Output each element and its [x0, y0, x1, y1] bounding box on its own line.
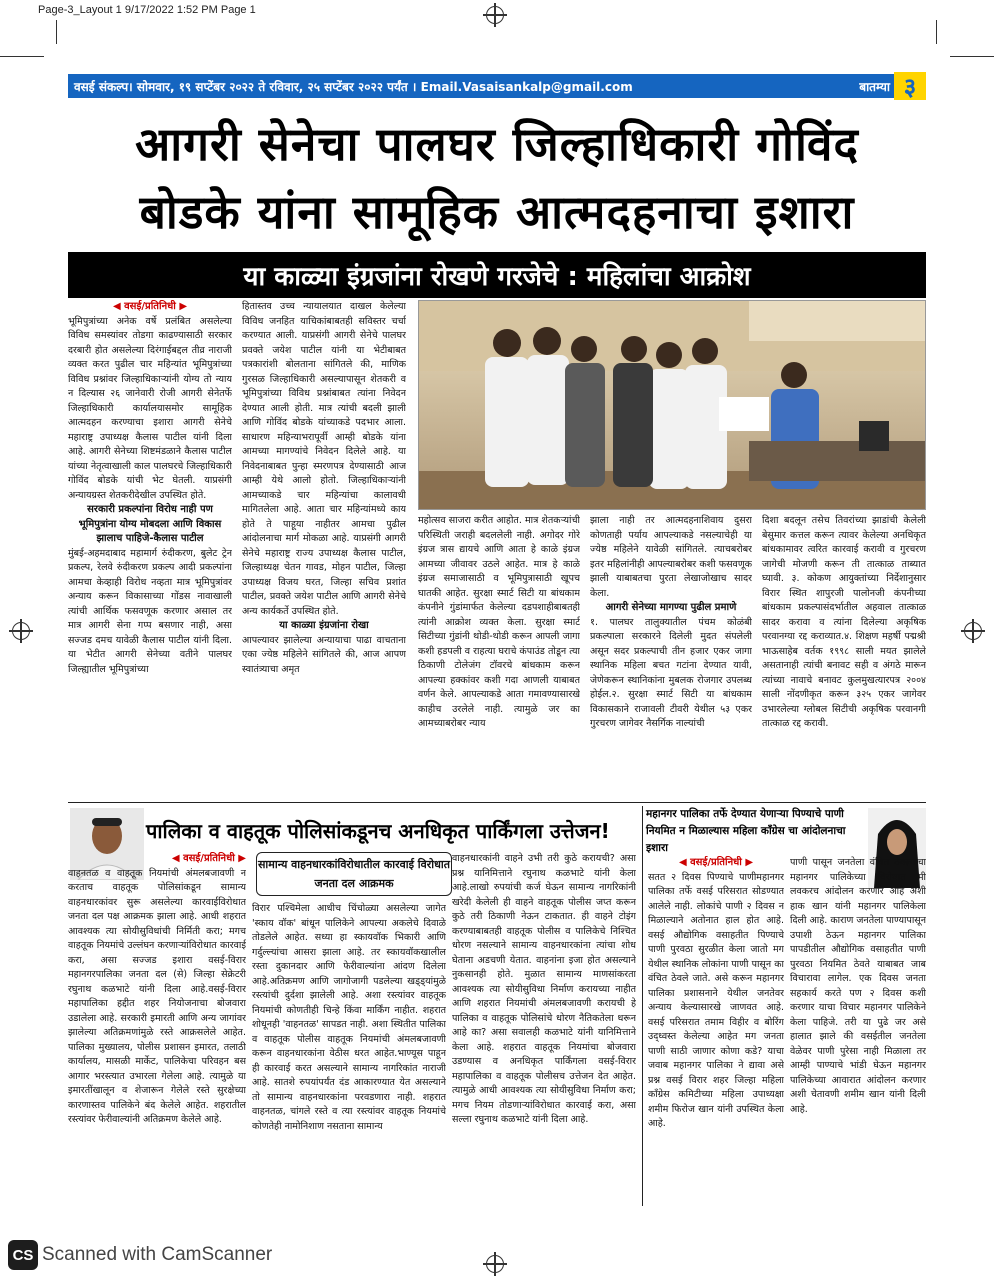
paragraph: आपल्यावर झालेल्या अन्यायाचा पाढा वाचताना एका ज्येष्ठ महिलेने सांगितले की, आज आपण स्वातंत्र्याचा अमृत — [242, 634, 406, 675]
paragraph: वाहनधारकांनी वाहने उभी तरी कुठे करायची? असा प्रश्न यानिमित्ताने रघुनाथ कळभाटे यांनी केला आहे.लाखो रुपयांची कर्ज घेऊन सामान्य नागरिकांनी खरेदी केलेली ही वाहने वाहतूक पोलीस जप्त करून कुठे तरी ठिकाणी नेऊन टाकतात. ही वाहने टोइंग करण्याबाबतही वाहतूक पोलीस व पालिकेचे निश्चित धोरण नसल्याने सामान्य वाहनधारकांना त्यांचा शोध घेताना अडचणी येतात. वाहनांना इजा होत असल्याने नुकसानही होते. मुळात सामान्य माणसांकरता आवश्यक त्या सोयीसुविधा निर्माण करायच्या नाहीत आणि शहरात नियमांची अंमलबजावणी करायची हे पालिका व वाहतूक पोलिसांचे धोरण नैतिकतेला धरून आहे का? असा सवालही कळभाटे यांनी यानिमित्ताने केला आहे. शहरात वाहतूक नियमांचा बोजवारा उडण्यास व अनधिकृत पार्किंगला वसई-विरार महापालिका व वाहतूक पोलीसच उत्तेजन देत आहेत. त्यामुळे आधी आवश्यक त्या सोयीसुविधा निर्माण करा; मगच नियम तोडणाऱ्यांविरोधात कारवाई करा, असा सल्ला रघुनाथ कळभाटे यांनी दिला आहे. — [452, 853, 636, 1125]
paragraph: सतत २ दिवस पिण्याचे पाणीमहानगर पालिका तर्फे वसई परिसरात सोडण्यात आलेले नाही. लोकांचे पाणी २ दिवस न मिळाल्याने अतोनात हाल होत आहे. वसई औद्योगिक वसाहतीत पिण्याचे पाणी पुरवठा सुरळीत केला जातो मग येथील स्थानिक लोकांना पाणी पासून का वंचित ठेवले जाते. असे करून महानगर पालिका प्रशासनाने येथील जनतेवर अन्याय केल्यासारखे जाणवत आहे. वसई परिसरात तमाम विहीर व बोरिंग उद्ध्वस्त केलेल्या आहेत मग जनता पाणी साठी जाणार कोणा कडे? याचा जवाब महानगर पालिका ने द्यावा असे प्रश्न वसई विरार शहर जिल्हा महिला काँग्रेस कमिटीच्या महिला उपाध्यक्षा शमीम फिरोज खान यांनी उपस्थित केला आहे. — [648, 871, 784, 1129]
column-subhead: सरकारी प्रकल्पांना विरोध नाही पण भूमिपुत्रांना योग्य मोबदला आणि विकास झालाच पाहिजे-कैलास पाटील — [78, 504, 222, 544]
byline-text: वसई/प्रतिनिधी — [183, 853, 235, 864]
headline-line1: आगरी सेनेचा पालघर जिल्हाधिकारी गोविंद — [135, 117, 859, 171]
file-stamp: Page-3_Layout 1 9/17/2022 1:52 PM Page 1 — [38, 4, 256, 16]
crop-mark — [936, 20, 937, 44]
watermark-text: Scanned with CamScanner — [42, 1244, 273, 1265]
paragraph: हितास्तव उच्च न्यायालयात दाखल केलेल्या विविध जनहित याचिकांबाबतही सविस्तर चर्चा करण्यात आली. याप्रसंगी आगरी सेनेचे पालघर प्रवक्ते जयेश पाटील यांनी या भेटीबाबत पत्रकारांशी बोलताना सांगितले की, माणिक गुरसळ जिल्हाधिकारी असल्यापासून शेतकरी व भूमिपुत्रांच्या विविध प्रश्नांबाबत त्यांना निवेदन देण्यात आली होती. मात्र त्यांची बदली झाली आणि गोविंद बोडके यांच्याकडे पदभार आला. साधारण महिन्याभरापूर्वी आम्ही बोडके यांना आमच्या मागण्यांचे निवेदन दिलेले आहे. या निवेदनाबाबत पुन्हा स्मरणपत्र देण्यासाठी आज आम्ही येथे आलो होतो. जिल्हाधिकाऱ्यांनी आमच्याकडे चार महिन्यांचा कालावधी मागितलेला आहे. आता चार महिन्यांमध्ये काय होते ते पाहूया नाहीतर आमचा पुढील आंदोलनाचा मार्ग मोकळा आहे. याप्रसंगी आगरी सेनेचे महाराष्ट्र राज्य उपाध्यक्ष कैलास पाटील, जिल्हाध्यक्ष चेतन गावड, मोहन पाटील, जिल्हा उपाध्यक्ष विजय घरत, जिल्हा सचिव प्रशांत पाटील, प्रवक्ते जयेश पाटील आणि आगरी सेनेचे अन्य कार्यकर्ते उपस्थित होते. — [242, 301, 406, 617]
page-number: ३ — [894, 72, 926, 100]
paragraph: वाहनतळ व वाहतूक नियमांची अंमलबजावणी न करताच वाहतूक पोलिसांकडून सामान्य वाहनधारकांवर सुरू असलेल्या कारवाईविरोधात जनता दल पक्ष आक्रमक झाला आहे. आधी शहरात आवश्यक त्या सोयीसुविधांची निर्मिती करा; मगच वाहतूक नियमांचे उल्लंघन करणाऱ्यांविरोधात कारवाई करा, असा सज्जड इशारा वसई-विरार महानगरपालिका जनता दल (से) जिल्हा सेक्रेटरी रघुनाथ कळभाटे यांनी दिला आहे.वसई-विरार महापालिका हद्दीत शहर नियोजनाचा बोजवारा उडालेला आहे. सरकारी इमारती आणि अन्य जागांवर झालेल्या अतिक्रमणांमुळे रस्ते आक्रसलेले आहेत. पालिका मुख्यालय, पोलीस प्रशासन इमारत, तलाठी कार्यालय, मासळी मार्केट, पालिकेचा परिवहन बस आगार भरस्त्यात उभारला गेलेला आहे. त्यामुळे या इमारतींखालून व शेजारून गेलेले रस्ते सुरक्षेच्या कारणास्तव पालिकेने बंद केलेले आहेत. शहरातील रस्त्यांवर फेरीवाल्यांनी अतिक्रमण केलेले आहे. — [68, 867, 246, 1125]
byline-text: वसई/प्रतिनिधी — [690, 857, 742, 868]
story2-column-2 — [252, 902, 446, 1208]
paragraph: पाणी पासून जनतेला वंचित ठेवल्याचा महानगर पालिकेच्या विरोधात मी लवकरच आंदोलन करणार आहे अशी हाक खान यांनी महानगर पालिकेला दिली आहे. काराण जनतेला पाण्यापासून उपाशी ठेऊन महानगर पालिका पापडीतील औद्योगिक वसाहतीत पाणी पुरवठा नियमित ठेवते याबाबत जाब विचारावा लागेल. — [790, 857, 926, 984]
paragraph: भूमिपुत्रांच्या अनेक वर्षे प्रलंबित असलेल्या विविध समस्यांवर तोडगा काढण्यासाठी सरकार दरबारी होत असलेल्या दिरंगाईबद्दल तीव्र नाराजी व्यक्त करत पुढील चार महिन्यांत भूमिपुत्रांच्या विविध प्रश्नांवर जिल्हाधिकाऱ्यांनी योग्य तो न्याय न दिल्यास २६ जानेवारी रोजी आगरी सेनेतर्फे जिल्हाधिकारी कार्यालयासमोर सामूहिक आत्मदहन करण्याचा इशारा आगरी सेनेचे महाराष्ट्र उपाध्यक्ष कैलास पाटील यांनी दिला आहे. आगरी सेनेच्या शिष्टमंडळाने कैलास पाटील यांच्या नेतृत्वाखाली काल पालघरचे जिल्हाधिकारी गोविंद बोडके यांची भेट घेतली. याप्रसंगी अन्यायग्रस्त शेतकरीदेखील उपस्थित होते. — [68, 315, 232, 501]
story2-column-3 — [452, 852, 636, 1208]
crop-mark — [56, 20, 57, 44]
byline: ◀ वसई/प्रतिनिधी ▶ — [112, 301, 188, 312]
column-divider — [642, 806, 643, 1206]
paragraph: १. पालघर तालुक्यातील पंचम कोळंबी प्रकल्पाला सरकारने दिलेली मुदत संपलेली असून सदर प्रकल्पाची तीन हजार एकर जागा स्थानिक महिला बचत गटांना देण्यात यावी, जेणेकरून स्थानिकांना मुबलक रोजगार उपलब्ध होईल.२. सुरक्षा स्मार्ट सिटी या बांधकाम विकासकाने राजावली टीवरी येथील ५३ एकर गुरचरण जागेवर नैसर्गिक नाल्यांची — [590, 616, 752, 729]
byline-text: वसई/प्रतिनिधी — [124, 301, 176, 312]
headline-line2: बोडके यांना सामूहिक आत्मदहनाचा इशारा — [139, 185, 855, 239]
group-photo-illustration — [419, 301, 926, 510]
story3-column-1 — [648, 856, 784, 1208]
paragraph: मुंबई-अहमदाबाद महामार्ग रुंदीकरण, बुलेट ट्रेन प्रकल्प, रेलवे रुंदीकरण प्रकल्प आदी प्रकल्पांना आमचा केव्हाही विरोध नव्हता मात्र भूमिपुत्रांवर अन्याय करून विकासाच्या गोंडस नावाखाली त्यांची आर्थिक फसवणूक करणार असाल तर मात्र आगरी सेना गप्प बसणार नाही, असा सज्जड दमच यावेळी कैलास पाटील यांनी दिला. या भेटीत आगरी सेनेच्या वतीने पालघर जिल्ह्यातील भूमिपुत्रांच्या — [68, 547, 232, 675]
byline: ◀ वसई/प्रतिनिधी ▶ — [678, 857, 754, 868]
crop-mark — [950, 56, 994, 57]
registration-mark-left — [12, 622, 30, 640]
byline: ◀ वसई/प्रतिनिधी ▶ — [171, 853, 246, 864]
story3-headline: महानगर पालिका तर्फे देण्यात येणाऱ्या पिण्याचे पाणी नियमित न मिळाल्यास महिला काँग्रेस चा आंदोलनाचा इशारा — [646, 808, 846, 854]
registration-mark-top — [486, 6, 504, 24]
story3-column-2 — [790, 856, 926, 1208]
paragraph: झाला नाही तर आत्मदहनाशिवाय दुसरा कोणताही पर्याय आपल्याकडे नसल्याचेही या ज्येष्ठ महिलेने यावेळी सांगितले. त्याचबरोबर इतर महिलांनीही आपल्याबरोबर कशी फसवणूक झाली याबाबतचा पुरता लेखाजोखाच सादर केला. — [590, 515, 752, 599]
subheadline: या काळ्या इंग्रजांना रोखणे गरजेचे : महिलांचा आक्रोश — [68, 252, 926, 298]
paragraph: महोत्सव साजरा करीत आहोत. मात्र शेतकऱ्यांची परिस्थिती जराही बदललेली नाही. अगोदर गोरे इंग्रज त्रास द्यायचे आणि आता हे काळे इंग्रज आमच्या जीवावर उठले आहेत. मात्र हे काळे इंग्रज समाजासाठी व भूमिपुत्रासाठी खूपच घातकी आहेत. सुरक्षा स्मार्ट सिटी या बांधकाम कंपनीने गुंडांमार्फत केलेल्या दडपशाहीबाबतही त्यांनी आक्रोश व्यक्त केला. सुरक्षा स्मार्ट सिटीच्या गुंडांनी थोडी-थोडी करून आपली जागा कशी हडपली व राहत्या घराचे कंपाउंड तोडून त्या ठिकाणी टोलेजंग टॉवरचे बांधकाम करून आपल्या हक्कांवर कशी गदा आणली याबाबत वर्णन केले. आपल्याकडे आता गमावण्यासारखे काहीच उरलेले नाही. त्यामुळे जर का आमच्याबरोबर न्याय — [418, 515, 580, 729]
dateline-text: वसई संकल्प। सोमवार, १९ सप्टेंबर २०२२ ते रविवार, २५ सप्टेंबर २०२२ पर्यंत । Email.Vasaisankalp@gmail.com — [74, 79, 633, 94]
news-photo — [418, 300, 926, 510]
story1-column-4 — [590, 514, 752, 800]
paragraph: विरार पश्चिमेला आधीच चिंचोळ्या असलेल्या जागेत 'स्काय वॉक' बांधून पालिकेने आपल्या अकलेचे दिवाळे तोडलेले आहेत. सध्या हा स्कायवॉक भिकारी आणि गर्दुल्ल्यांचा आसरा झाला आहे. तर स्कायवॉकखालील रस्ता दुकानदार आणि फेरीवाल्यांना आंदण दिलेला आहे.अतिक्रमण आणि जागोजागी पडलेल्या खड्ड्यांमुळे रस्त्यांची दुर्दशा झालेली आहे. अशा रस्त्यांवर वाहतूक नियमांची कोणतीही चिन्हे किंवा मार्किंग नाहीत. शहरात शोधूनही 'वाहनतळ' सापडत नाही. अशा स्थितीत पालिका व वाहतूक पोलीस वाहतूक नियमांची अंमलबजावणी करून वाहनधारकांना वेठीस धरत आहेत.भाण्यूस पाहून ही कारवाई करत असल्याने सामान्य नागरिकांत नाराजी आहे. सातशे रुपयांपर्यंत दंड आकारण्यात येत असल्याने तो सामान्य वाहनधारकांना परवडणारा नाही. शहरात वाहनतळ, चांगले रस्ते व त्या रस्त्यांवर वाहतूक नियमांचे कोणतेही नामोनिशाण नसताना सामान्य — [252, 903, 446, 1132]
camscanner-logo-icon: CS — [8, 1240, 38, 1270]
dateline-bar — [68, 72, 926, 101]
story1-column-3 — [418, 514, 580, 800]
crop-mark — [0, 56, 44, 57]
story1-column-2 — [242, 300, 406, 800]
registration-mark-right — [964, 622, 982, 640]
paragraph: दिशा बदलून तसेच तिवरांच्या झाडांची केलेली बेसुमार कत्तल करून त्यावर केलेल्या अनधिकृत बांधकामावर त्वरित कारवाई करावी व गुरचरण जागेची मोजणी करून ती तात्काळ ताब्यात घ्यावी. ३. कोकण आयुक्तांच्या निर्देशानुसार विरार स्थित शापुरजी पालोनजी कंपनीच्या बांधकाम प्रकल्पासंदर्भातील अहवाल तात्काळ सादर करावा व त्यांना दिलेल्या अकृषिक परवानग्या रद्द कराव्यात.४. शिक्षण महर्षी पद्मश्री भाऊसाहेब वर्तक १९९८ साली मयत झालेले असतानाही त्यांची बनावट सही व अंगठे मारून त्यांच्या नावाचे बनावट कुलमुखत्यारपत्र २००४ साली नोंदणीकृत करून ३२५ एकर जागेवर उभारलेल्या ग्लोबल सिटीची अकृषिक परवानगी तात्काळ रद्द करावी. — [762, 515, 926, 729]
section-label: बातम्या — [859, 79, 890, 94]
column-subhead: या काळ्या इंग्रजांना रोखा — [279, 620, 369, 631]
story1-column-1 — [68, 300, 232, 800]
section-divider — [68, 802, 926, 803]
story2-boxed-subhead: सामान्य वाहनधारकांविरोधातील कारवाई विरोधात जनता दल आक्रमक — [256, 852, 452, 896]
paragraph: एक दिवस जनता सहकार्य करते पण २ दिवस कशी करणार याचा विचार महानगर पालिकेने केला पाहिजे. तरी या पुढे जर असे हालात झाले की वसईतील जनतेला वेळेवर पाणी पुरेसा नाही मिळाला तर आम्ही पाण्याचे भांडी घेऊन महानगर पालिकेच्या आवारात आंदोलन करणार अशी चेतावणी शमीम खान यांनी दिली आहे. — [790, 973, 926, 1115]
story1-column-5 — [762, 514, 926, 800]
column-subhead: आगरी सेनेच्या मागण्या पुढील प्रमाणे — [605, 602, 737, 613]
camscanner-watermark — [8, 1240, 272, 1270]
story2-headline: पालिका व वाहतूक पोलिसांकडूनच अनधिकृत पार्किंगला उत्तेजन! — [146, 818, 610, 843]
registration-mark-bottom — [486, 1255, 504, 1273]
story2-column-1 — [68, 852, 246, 1208]
